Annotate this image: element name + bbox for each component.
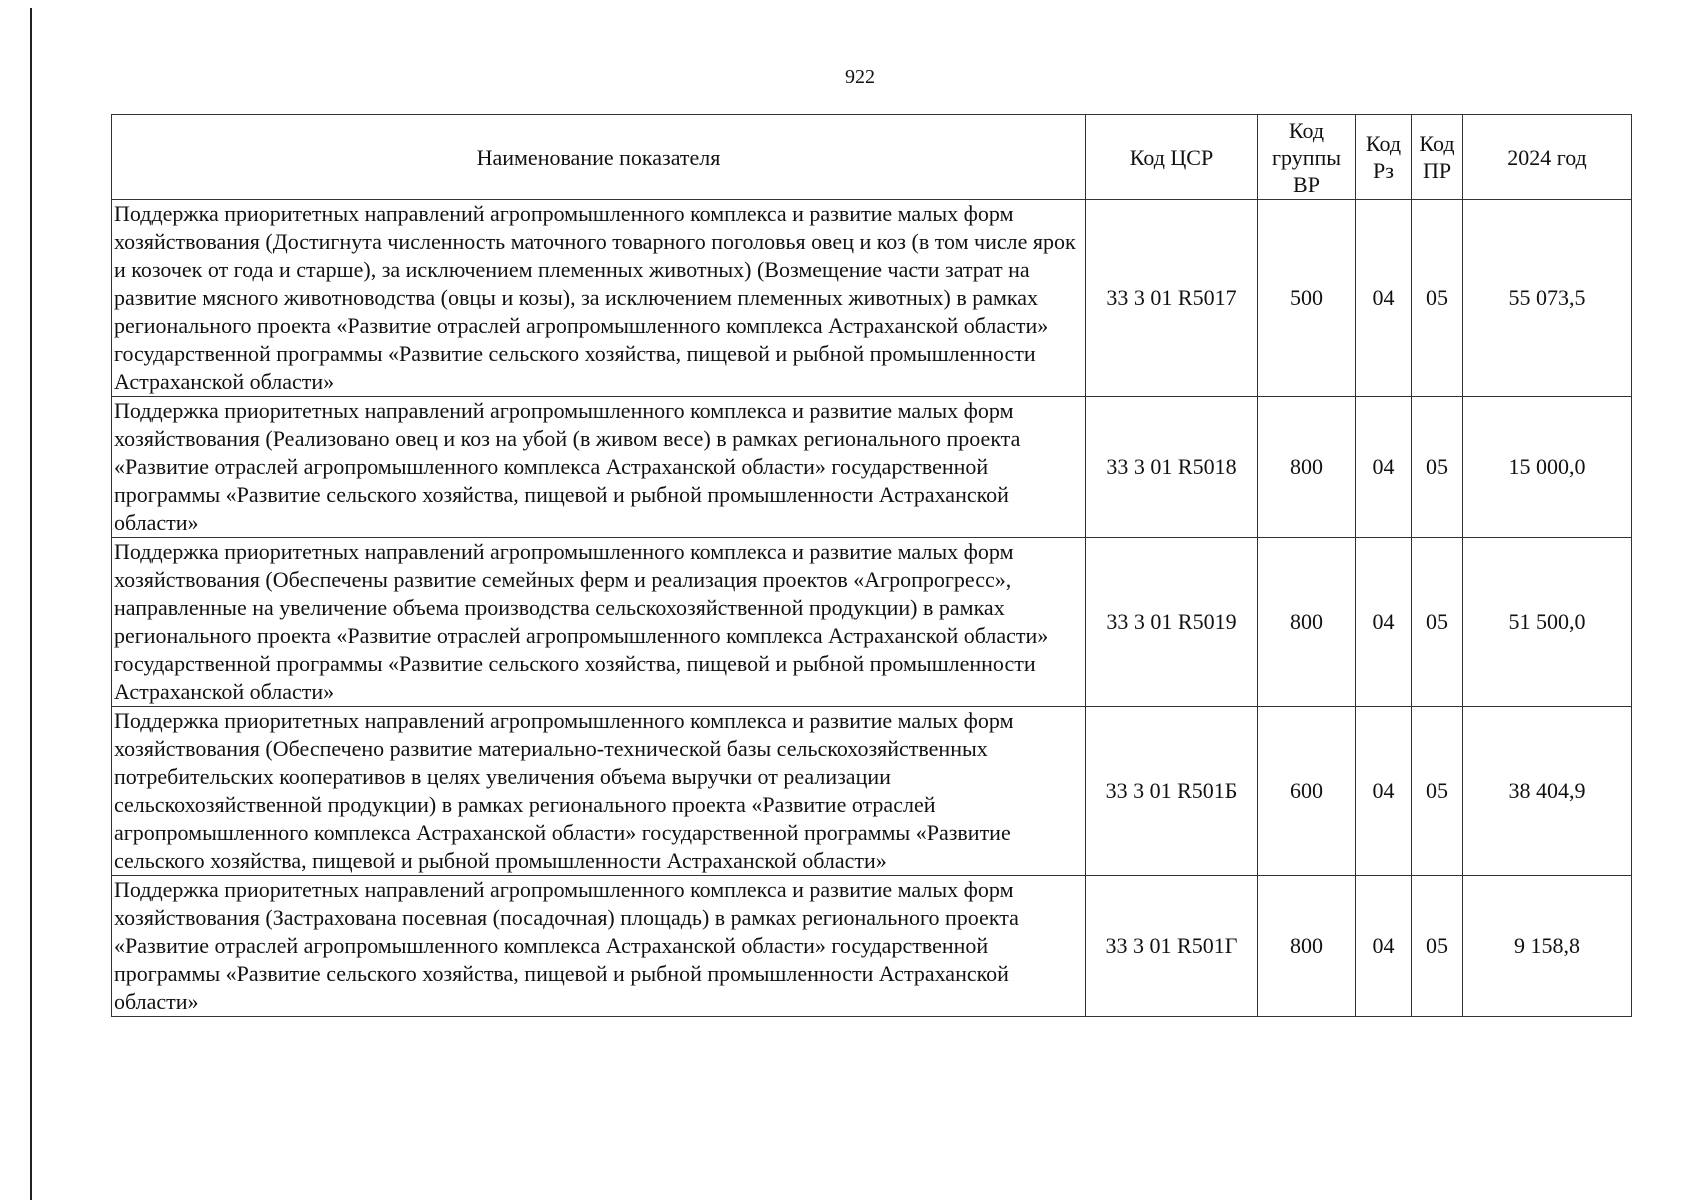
- row-pr: 05: [1412, 200, 1463, 397]
- header-csr: Код ЦСР: [1086, 115, 1258, 200]
- table-row: [112, 397, 1632, 538]
- header-pr: Код ПР: [1412, 115, 1463, 200]
- row-pr: 05: [1412, 707, 1463, 876]
- header-year: 2024 год: [1463, 115, 1632, 200]
- row-name: Поддержка приоритетных направлений агропромышленного комплекса и развитие малых форм хозяйствования (Обеспечены развитие семейных ферм и реализация проектов «Агропрогресс», направленные на увеличение объема производства сельскохозяйственной продукции) в рамках регионального проекта «Развитие отраслей агропромышленного комплекса Астраханской области» государственной программы «Развитие сельского хозяйства, пищевой и рыбной промышленности Астраханской области»: [112, 538, 1086, 707]
- row-csr: 33 3 01 R5019: [1086, 538, 1258, 707]
- row-pr: 05: [1412, 538, 1463, 707]
- header-rz: Код Рз: [1356, 115, 1412, 200]
- row-pr: 05: [1412, 397, 1463, 538]
- row-rz: 04: [1356, 538, 1412, 707]
- table-row: [112, 200, 1632, 397]
- header-name: Наименование показателя: [112, 115, 1086, 200]
- row-amount: 51 500,0: [1463, 538, 1632, 707]
- row-amount: 9 158,8: [1463, 876, 1632, 1017]
- table-row: [112, 707, 1632, 876]
- row-rz: 04: [1356, 397, 1412, 538]
- row-vr: 800: [1258, 538, 1356, 707]
- row-amount: 15 000,0: [1463, 397, 1632, 538]
- row-rz: 04: [1356, 707, 1412, 876]
- table-header-row: [112, 115, 1632, 200]
- table-row: [112, 876, 1632, 1017]
- row-name: Поддержка приоритетных направлений агропромышленного комплекса и развитие малых форм хозяйствования (Обеспечено развитие материально-технической базы сельскохозяйственных потребительских кооперативов в целях увеличения объема выручки от реализации сельскохозяйственной продукции) в рамках регионального проекта «Развитие отраслей агропромышленного комплекса Астраханской области» государственной программы «Развитие сельского хозяйства, пищевой и рыбной промышленности Астраханской области»: [112, 707, 1086, 876]
- row-csr: 33 3 01 R501Г: [1086, 876, 1258, 1017]
- row-rz: 04: [1356, 200, 1412, 397]
- table-row: [112, 538, 1632, 707]
- row-vr: 500: [1258, 200, 1356, 397]
- row-vr: 600: [1258, 707, 1356, 876]
- row-name: Поддержка приоритетных направлений агропромышленного комплекса и развитие малых форм хозяйствования (Реализовано овец и коз на убой (в живом весе) в рамках регионального проекта «Развитие отраслей агропромышленного комплекса Астраханской области» государственной программы «Развитие сельского хозяйства, пищевой и рыбной промышленности Астраханской области»: [112, 397, 1086, 538]
- row-csr: 33 3 01 R501Б: [1086, 707, 1258, 876]
- left-margin-line: [30, 8, 32, 1200]
- row-rz: 04: [1356, 876, 1412, 1017]
- row-pr: 05: [1412, 876, 1463, 1017]
- header-vr: Код группы ВР: [1258, 115, 1356, 200]
- row-name: Поддержка приоритетных направлений агропромышленного комплекса и развитие малых форм хозяйствования (Достигнута численность маточного товарного поголовья овец и коз (в том числе ярок и козочек от года и старше), за исключением племенных животных) (Возмещение части затрат на развитие мясного животноводства (овцы и козы), за исключением племенных животных) в рамках регионального проекта «Развитие отраслей агропромышленного комплекса Астраханской области» государственной программы «Развитие сельского хозяйства, пищевой и рыбной промышленности Астраханской области»: [112, 200, 1086, 397]
- page-number: 922: [845, 66, 875, 88]
- row-vr: 800: [1258, 876, 1356, 1017]
- row-amount: 55 073,5: [1463, 200, 1632, 397]
- row-csr: 33 3 01 R5018: [1086, 397, 1258, 538]
- row-csr: 33 3 01 R5017: [1086, 200, 1258, 397]
- row-amount: 38 404,9: [1463, 707, 1632, 876]
- row-vr: 800: [1258, 397, 1356, 538]
- row-name: Поддержка приоритетных направлений агропромышленного комплекса и развитие малых форм хозяйствования (Застрахована посевная (посадочная) площадь) в рамках регионального проекта «Развитие отраслей агропромышленного комплекса Астраханской области» государственной программы «Развитие сельского хозяйства, пищевой и рыбной промышленности Астраханской области»: [112, 876, 1086, 1017]
- budget-table: [111, 114, 1632, 1017]
